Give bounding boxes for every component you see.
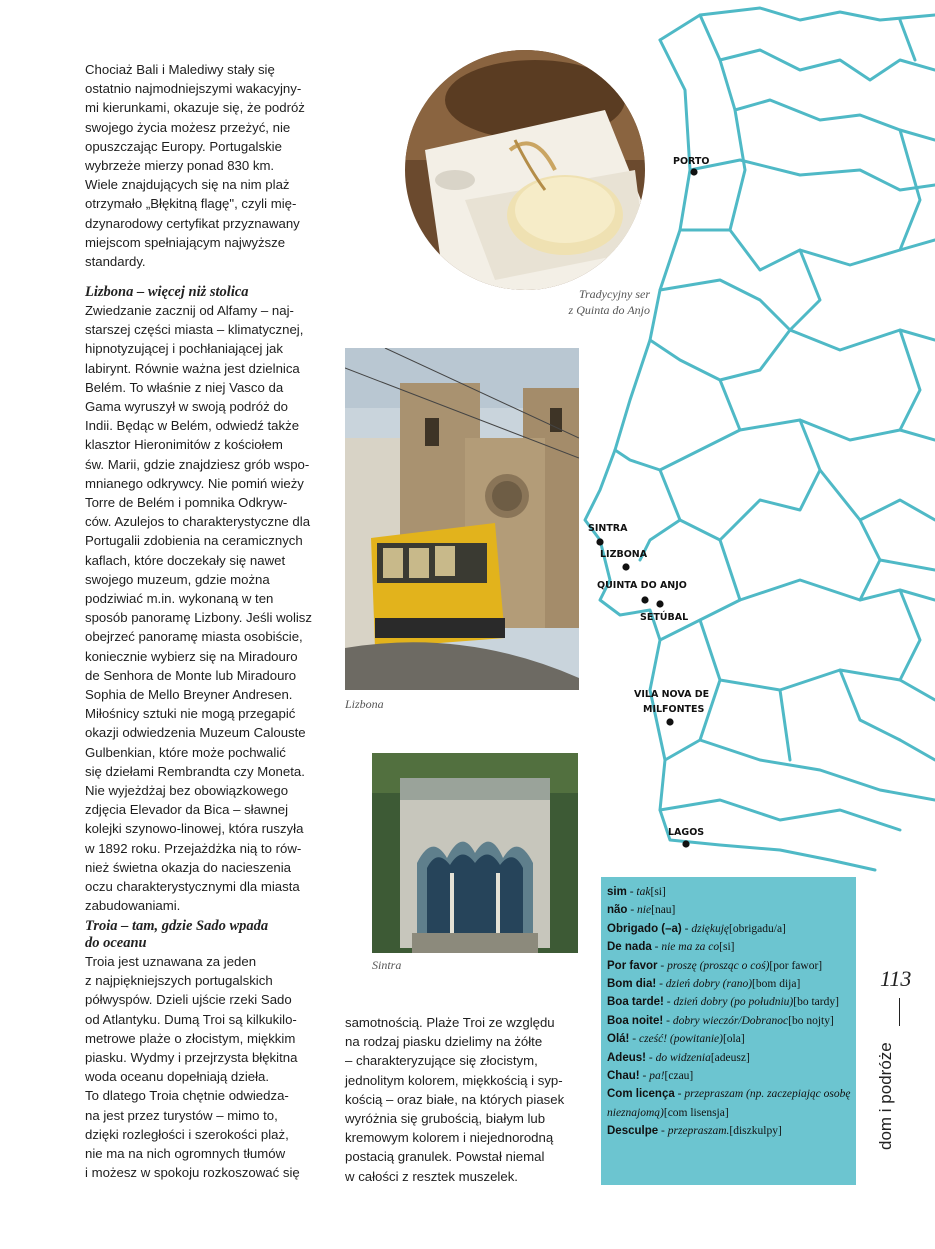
text-line: Torre de Belém i pomnika Odkryw- xyxy=(85,495,288,511)
map-dot-lagos xyxy=(682,840,689,847)
text-line: hipnotyzującej i pochłaniającej jak xyxy=(85,341,283,357)
section-title: dom i podróże xyxy=(876,1042,895,1150)
text-line: podziwiać m.in. wykonaną w ten xyxy=(85,591,274,607)
text-line: sposób panoramę Lizbony. Jeśli wolisz xyxy=(85,610,312,626)
text-line: Indii. Będąc w Belém, odwiedź także xyxy=(85,418,300,434)
text-line: w 1892 roku. Przejażdżka nią to rów- xyxy=(85,840,302,856)
text-line: – charakteryzujące się złocistym, xyxy=(345,1053,538,1069)
text-line: Sophia de Mello Breyner Andresen. xyxy=(85,687,293,703)
map-label-porto: PORTO xyxy=(673,156,710,167)
phrase-separator: - xyxy=(674,1088,685,1101)
intro-paragraph xyxy=(85,60,345,271)
lisbon-paragraph xyxy=(85,301,345,916)
phrase-separator: - xyxy=(639,1070,650,1083)
phrase-portuguese: De nada xyxy=(607,941,652,954)
phrase-row xyxy=(607,938,856,956)
phrase-portuguese: Desculpe xyxy=(607,1125,659,1138)
text-line: postacią granulek. Powstał niemal xyxy=(345,1149,545,1165)
text-line: swojego muzeum, gdzie można xyxy=(85,571,270,587)
sintra-fountain-photo xyxy=(372,753,578,953)
portugal-map xyxy=(560,0,935,890)
text-line: wybrzeże mierzy ponad 830 km. xyxy=(85,158,275,174)
page-number: 113 xyxy=(880,966,912,991)
phrase-separator: - xyxy=(663,1014,673,1027)
text-line: okazji odwiedzenia Muzeum Calouste xyxy=(85,725,306,741)
text-line: koniecznie wybierz się na Miradouro xyxy=(85,648,298,664)
phrase-translation: przepraszam. xyxy=(667,1125,730,1138)
page-divider xyxy=(899,998,900,1026)
phrase-translation: nie ma za co xyxy=(661,941,720,954)
phrase-pronunciation: [czau] xyxy=(664,1070,694,1083)
phrase-translation: nie xyxy=(637,904,652,917)
lisbon-tram-photo xyxy=(345,348,579,690)
phrase-translation: przepraszam (np. zaczepiając osobę nieznajomą) xyxy=(607,1088,851,1119)
troia-section xyxy=(85,918,345,1182)
phrase-pronunciation: [si] xyxy=(719,941,735,954)
text-line: ostatnio najmodniejszymi wakacyjny- xyxy=(85,81,302,97)
phrase-translation: dziękuję xyxy=(691,922,730,935)
phrase-row xyxy=(607,1030,856,1048)
phrase-pronunciation: [si] xyxy=(650,886,666,898)
phrase-portuguese: Boa noite! xyxy=(607,1014,664,1027)
phrase-portuguese: Adeus! xyxy=(607,1051,646,1064)
troia-paragraph xyxy=(85,952,345,1182)
text-line: metrowe plaże o złocistym, miękkim xyxy=(85,1030,296,1046)
phrase-separator: - xyxy=(645,1051,656,1064)
text-line: woda oceanu dopełniają dzieła. xyxy=(85,1069,270,1085)
text-line: otrzymało „Błękitną flagę", czyli mię- xyxy=(85,196,297,212)
text-line: dzięki rozległości i szerokości plaż, xyxy=(85,1126,289,1142)
phrase-portuguese: Olá! xyxy=(607,1033,630,1046)
map-dot-quinta-do-anjo xyxy=(641,596,648,603)
text-line: na jest przez turystów – mimo to, xyxy=(85,1107,278,1123)
phrase-row xyxy=(607,920,856,938)
phrase-separator: - xyxy=(651,941,662,954)
map-label-lizbona: LIZBONA xyxy=(600,549,648,560)
phrase-portuguese: Obrigado (–a) xyxy=(607,922,682,935)
text-line: Chociaż Bali i Malediwy stały się xyxy=(85,62,275,77)
text-line: To dlatego Troia chętnie odwiedza- xyxy=(85,1088,289,1104)
phrase-separator: - xyxy=(656,978,666,991)
phrase-row xyxy=(607,993,856,1011)
phrase-row xyxy=(607,1085,856,1122)
phrase-pronunciation: [bo nojty] xyxy=(788,1014,834,1027)
phrase-pronunciation: [por fawor] xyxy=(769,959,823,972)
text-line: i możesz w spokoju rozkoszować się xyxy=(85,1165,300,1181)
map-label-sintra: SINTRA xyxy=(588,523,628,534)
phrase-portuguese: Bom dia! xyxy=(607,978,657,991)
text-line: samotnością. Plaże Troi ze względu xyxy=(345,1015,555,1030)
phrase-row xyxy=(607,883,856,901)
text-line: miejscom spełniającym najwyższe xyxy=(85,234,286,250)
text-line: kaflach, które doczekały się nawet xyxy=(85,552,286,568)
phrase-translation: dzień dobry (po południu) xyxy=(673,996,794,1009)
text-line: wyróżnia się grubością, białym lub xyxy=(345,1111,546,1127)
text-line: mnianego odkrywcy. Nie pomiń wieży xyxy=(85,475,304,491)
map-dot-sintra xyxy=(596,538,603,545)
phrase-separator: - xyxy=(627,904,638,917)
text-line: Nie wyjeżdżaj bez obowiązkowego xyxy=(85,783,289,799)
lisbon-caption: Lizbona xyxy=(345,697,384,711)
troia-heading-line: do oceanu xyxy=(85,935,147,951)
phrase-translation: cześć! (powitanie) xyxy=(638,1033,723,1046)
phrase-pronunciation: [nau] xyxy=(651,904,676,917)
phrase-portuguese: sim xyxy=(607,886,627,898)
phrase-separator: - xyxy=(663,996,674,1009)
text-line: Wiele znajdujących się na nim plaż xyxy=(85,177,290,193)
phrase-translation: dzień dobry (rano) xyxy=(665,978,753,991)
phrase-portuguese: não xyxy=(607,904,628,917)
text-line: od Atlantyku. Dumą Troi są kilkukilo- xyxy=(85,1011,297,1027)
phrase-row xyxy=(607,901,856,919)
phrase-row xyxy=(607,975,856,993)
cheese-caption-line: Tradycyjny ser xyxy=(579,287,650,301)
phrase-pronunciation: [adeusz] xyxy=(710,1051,750,1064)
cheese-caption-line: z Quinta do Anjo xyxy=(568,303,650,317)
text-line: de Senhora de Monte lub Miradouro xyxy=(85,667,297,683)
lisbon-heading: Lizbona – więcej niż stolica xyxy=(85,284,249,300)
text-line: mi kierunkami, okazuje się, że podróż xyxy=(85,100,305,116)
text-line: standardy. xyxy=(85,254,146,270)
text-line: jednolitym kolorem, miękkością i syp- xyxy=(345,1072,563,1088)
text-line: zdjęcia Elevador da Bica – sławnej xyxy=(85,802,289,818)
phrase-translation: pa! xyxy=(649,1070,665,1083)
phrase-pronunciation: [com lisensja] xyxy=(663,1106,729,1119)
text-line: labirynt. Równie ważna jest dzielnica xyxy=(85,360,300,376)
text-line: klasztor Hieronimitów z kościołem xyxy=(85,437,283,453)
map-label-lagos: LAGOS xyxy=(668,827,705,838)
phrase-portuguese: Boa tarde! xyxy=(607,996,664,1009)
troia-heading-line: Troia – tam, gdzie Sado wpada xyxy=(85,918,269,934)
map-dot-setubal xyxy=(656,600,663,607)
map-label-setubal: SETÚBAL xyxy=(640,612,689,623)
phrase-row xyxy=(607,1012,856,1030)
text-line: starszej części miasta – klimatycznej, xyxy=(85,322,304,338)
text-line: kolejki szynowo-linowej, która ruszyła xyxy=(85,821,304,837)
text-line: Belém. To właśnie z niej Vasco da xyxy=(85,379,284,395)
troia-paragraph-continued xyxy=(345,1013,595,1186)
phrase-separator: - xyxy=(681,922,692,935)
phrase-separator: - xyxy=(629,1033,639,1046)
text-line: Zwiedzanie zacznij od Alfamy – naj- xyxy=(85,303,294,318)
phrase-separator: - xyxy=(657,959,668,972)
text-line: św. Marii, gdzie znajdziesz grób wspo- xyxy=(85,456,310,472)
phrase-separator: - xyxy=(626,886,637,898)
phrase-row xyxy=(607,1122,856,1140)
text-line: nież świetna okazja do nacieszenia xyxy=(85,859,291,875)
phrase-translation: tak xyxy=(636,886,651,898)
text-line: swojego życia możesz przeżyć, nie xyxy=(85,119,291,135)
map-label-quinta-do-anjo: QUINTA DO ANJO xyxy=(597,580,687,591)
text-line: dzynarodowy certyfikat przyznawany xyxy=(85,215,300,231)
text-line: nie ma na nich ogromnych tłumów xyxy=(85,1146,286,1162)
phrase-pronunciation: [diszkulpy] xyxy=(729,1125,782,1138)
phrase-translation: do widzenia xyxy=(655,1051,711,1064)
text-line: Portugalii zdobienia na ceramicznych xyxy=(85,533,303,549)
text-line: zabudowaniami. xyxy=(85,898,181,914)
phrasebook-box xyxy=(601,877,856,1185)
text-line: Troia jest uznawana za jeden xyxy=(85,954,257,969)
text-line: obejrzeć panoramę miasta osobiście, xyxy=(85,629,303,645)
phrase-translation: proszę (prosząc o coś) xyxy=(667,959,770,972)
phrase-pronunciation: [bom dija] xyxy=(752,978,801,991)
text-line: ców. Azulejos to charakterystyczne dla xyxy=(85,514,311,530)
text-line: się dziełami Rembrandta czy Moneta. xyxy=(85,763,305,779)
text-line: w całości z resztek muszelek. xyxy=(345,1168,518,1184)
phrase-pronunciation: [bo tardy] xyxy=(793,996,839,1009)
text-line: kością – oraz białe, na których piasek xyxy=(345,1091,565,1107)
phrase-pronunciation: [obrigadu/a] xyxy=(729,922,786,935)
text-line: piasku. Wydmy i przejrzysta błękitna xyxy=(85,1050,298,1066)
text-line: Miłośnicy sztuki nie mogą przegapić xyxy=(85,706,296,722)
text-line: Gama wyruszył w swoją podróż do xyxy=(85,399,289,415)
sintra-caption: Sintra xyxy=(372,958,402,972)
phrase-translation: dobry wieczór/Dobranoc xyxy=(672,1014,789,1027)
phrase-row xyxy=(607,1067,856,1085)
phrase-separator: - xyxy=(658,1125,668,1138)
text-line: opuszczając Europy. Portugalskie xyxy=(85,138,282,154)
lisbon-section xyxy=(85,284,345,916)
phrase-portuguese: Com licença xyxy=(607,1088,675,1101)
text-line: z najpiękniejszych portugalskich xyxy=(85,973,273,989)
text-line: Gulbenkian, które może pochwalić xyxy=(85,744,286,760)
phrase-row xyxy=(607,957,856,975)
text-line: półwyspów. Dzieli ujście rzeki Sado xyxy=(85,992,292,1008)
map-dot-porto xyxy=(690,168,697,175)
text-line: kremowym kolorem i niejednorodną xyxy=(345,1130,554,1146)
map-dot-lizbona xyxy=(622,563,629,570)
map-label-milfontes: MILFONTES xyxy=(643,704,705,715)
phrase-pronunciation: [ola] xyxy=(722,1033,745,1046)
text-line: oczu charakterystycznymi dla miasta xyxy=(85,879,300,895)
phrase-portuguese: Por favor xyxy=(607,959,658,972)
text-line: na rodzaj piasku dzielimy na żółte xyxy=(345,1034,543,1050)
phrase-portuguese: Chau! xyxy=(607,1070,640,1083)
phrase-row xyxy=(607,1049,856,1067)
map-dot-vila-nova-de-milfontes xyxy=(666,718,673,725)
map-label-vila-nova-de: VILA NOVA DE xyxy=(634,689,710,700)
